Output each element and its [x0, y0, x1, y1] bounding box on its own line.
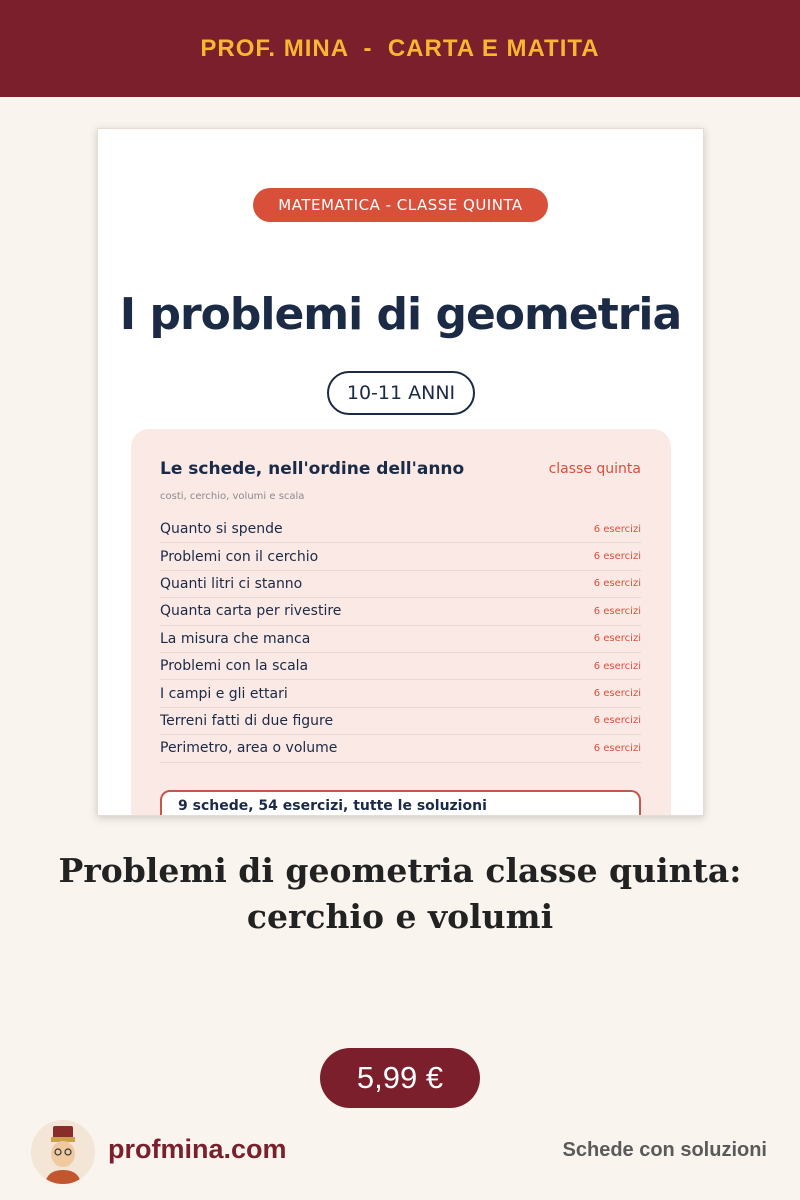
list-item — [160, 735, 641, 762]
worksheet-list-panel — [131, 429, 671, 816]
worksheet-name: Problemi con il cerchio — [160, 548, 319, 565]
exercise-count: 6 esercizi — [593, 605, 641, 617]
exercise-count: 6 esercizi — [593, 633, 641, 645]
list-item — [160, 653, 641, 680]
list-item — [160, 571, 641, 598]
brand-name: PROF. MINA - CARTA E MATITA — [200, 34, 600, 62]
worksheet-name: Quanta carta per rivestire — [160, 603, 342, 620]
panel-title: Le schede, nell'ordine dell'anno — [160, 459, 465, 479]
panel-tag: classe quinta — [548, 461, 641, 477]
list-item — [160, 598, 641, 625]
exercise-count: 6 esercizi — [593, 578, 641, 590]
product-title-line-1: Problemi di geometria classe quinta: — [58, 851, 742, 890]
list-item — [160, 680, 641, 707]
worksheet-name: Quanti litri ci stanno — [160, 575, 303, 592]
list-item — [160, 626, 641, 653]
worksheet-name: Perimetro, area o volume — [160, 740, 338, 757]
product-title[interactable] — [0, 848, 800, 940]
list-item — [160, 708, 641, 735]
worksheet-name: La misura che manca — [160, 630, 311, 647]
exercise-count: 6 esercizi — [593, 551, 641, 563]
product-title-line-2: cerchio e volumi — [246, 897, 554, 936]
product-cover-image[interactable] — [97, 128, 704, 816]
professor-avatar-icon — [31, 1120, 95, 1184]
worksheet-name: I campi e gli ettari — [160, 685, 288, 702]
subject-badge: MATEMATICA - CLASSE QUINTA — [253, 188, 548, 222]
exercise-count: 6 esercizi — [593, 742, 641, 754]
exercise-count: 6 esercizi — [593, 523, 641, 535]
panel-subtitle: costi, cerchio, volumi e scala — [160, 491, 305, 502]
exercise-count: 6 esercizi — [593, 660, 641, 672]
price-badge[interactable]: 5,99 € — [320, 1048, 480, 1108]
list-item — [160, 543, 641, 570]
worksheet-list — [160, 516, 641, 763]
worksheet-name: Terreni fatti di due figure — [160, 712, 334, 729]
age-badge: 10-11 ANNI — [327, 371, 475, 415]
exercise-count: 6 esercizi — [593, 715, 641, 727]
brand-header — [0, 0, 800, 97]
summary-box: 9 schede, 54 esercizi, tutte le soluzioni — [160, 790, 641, 816]
exercise-count: 6 esercizi — [593, 688, 641, 700]
site-link[interactable]: profmina.com — [108, 1134, 287, 1164]
worksheet-name: Problemi con la scala — [160, 658, 309, 675]
tagline: Schede con soluzioni — [562, 1139, 767, 1161]
cover-title: I problemi di geometria — [119, 289, 682, 340]
list-item — [160, 516, 641, 543]
worksheet-name: Quanto si spende — [160, 521, 283, 538]
